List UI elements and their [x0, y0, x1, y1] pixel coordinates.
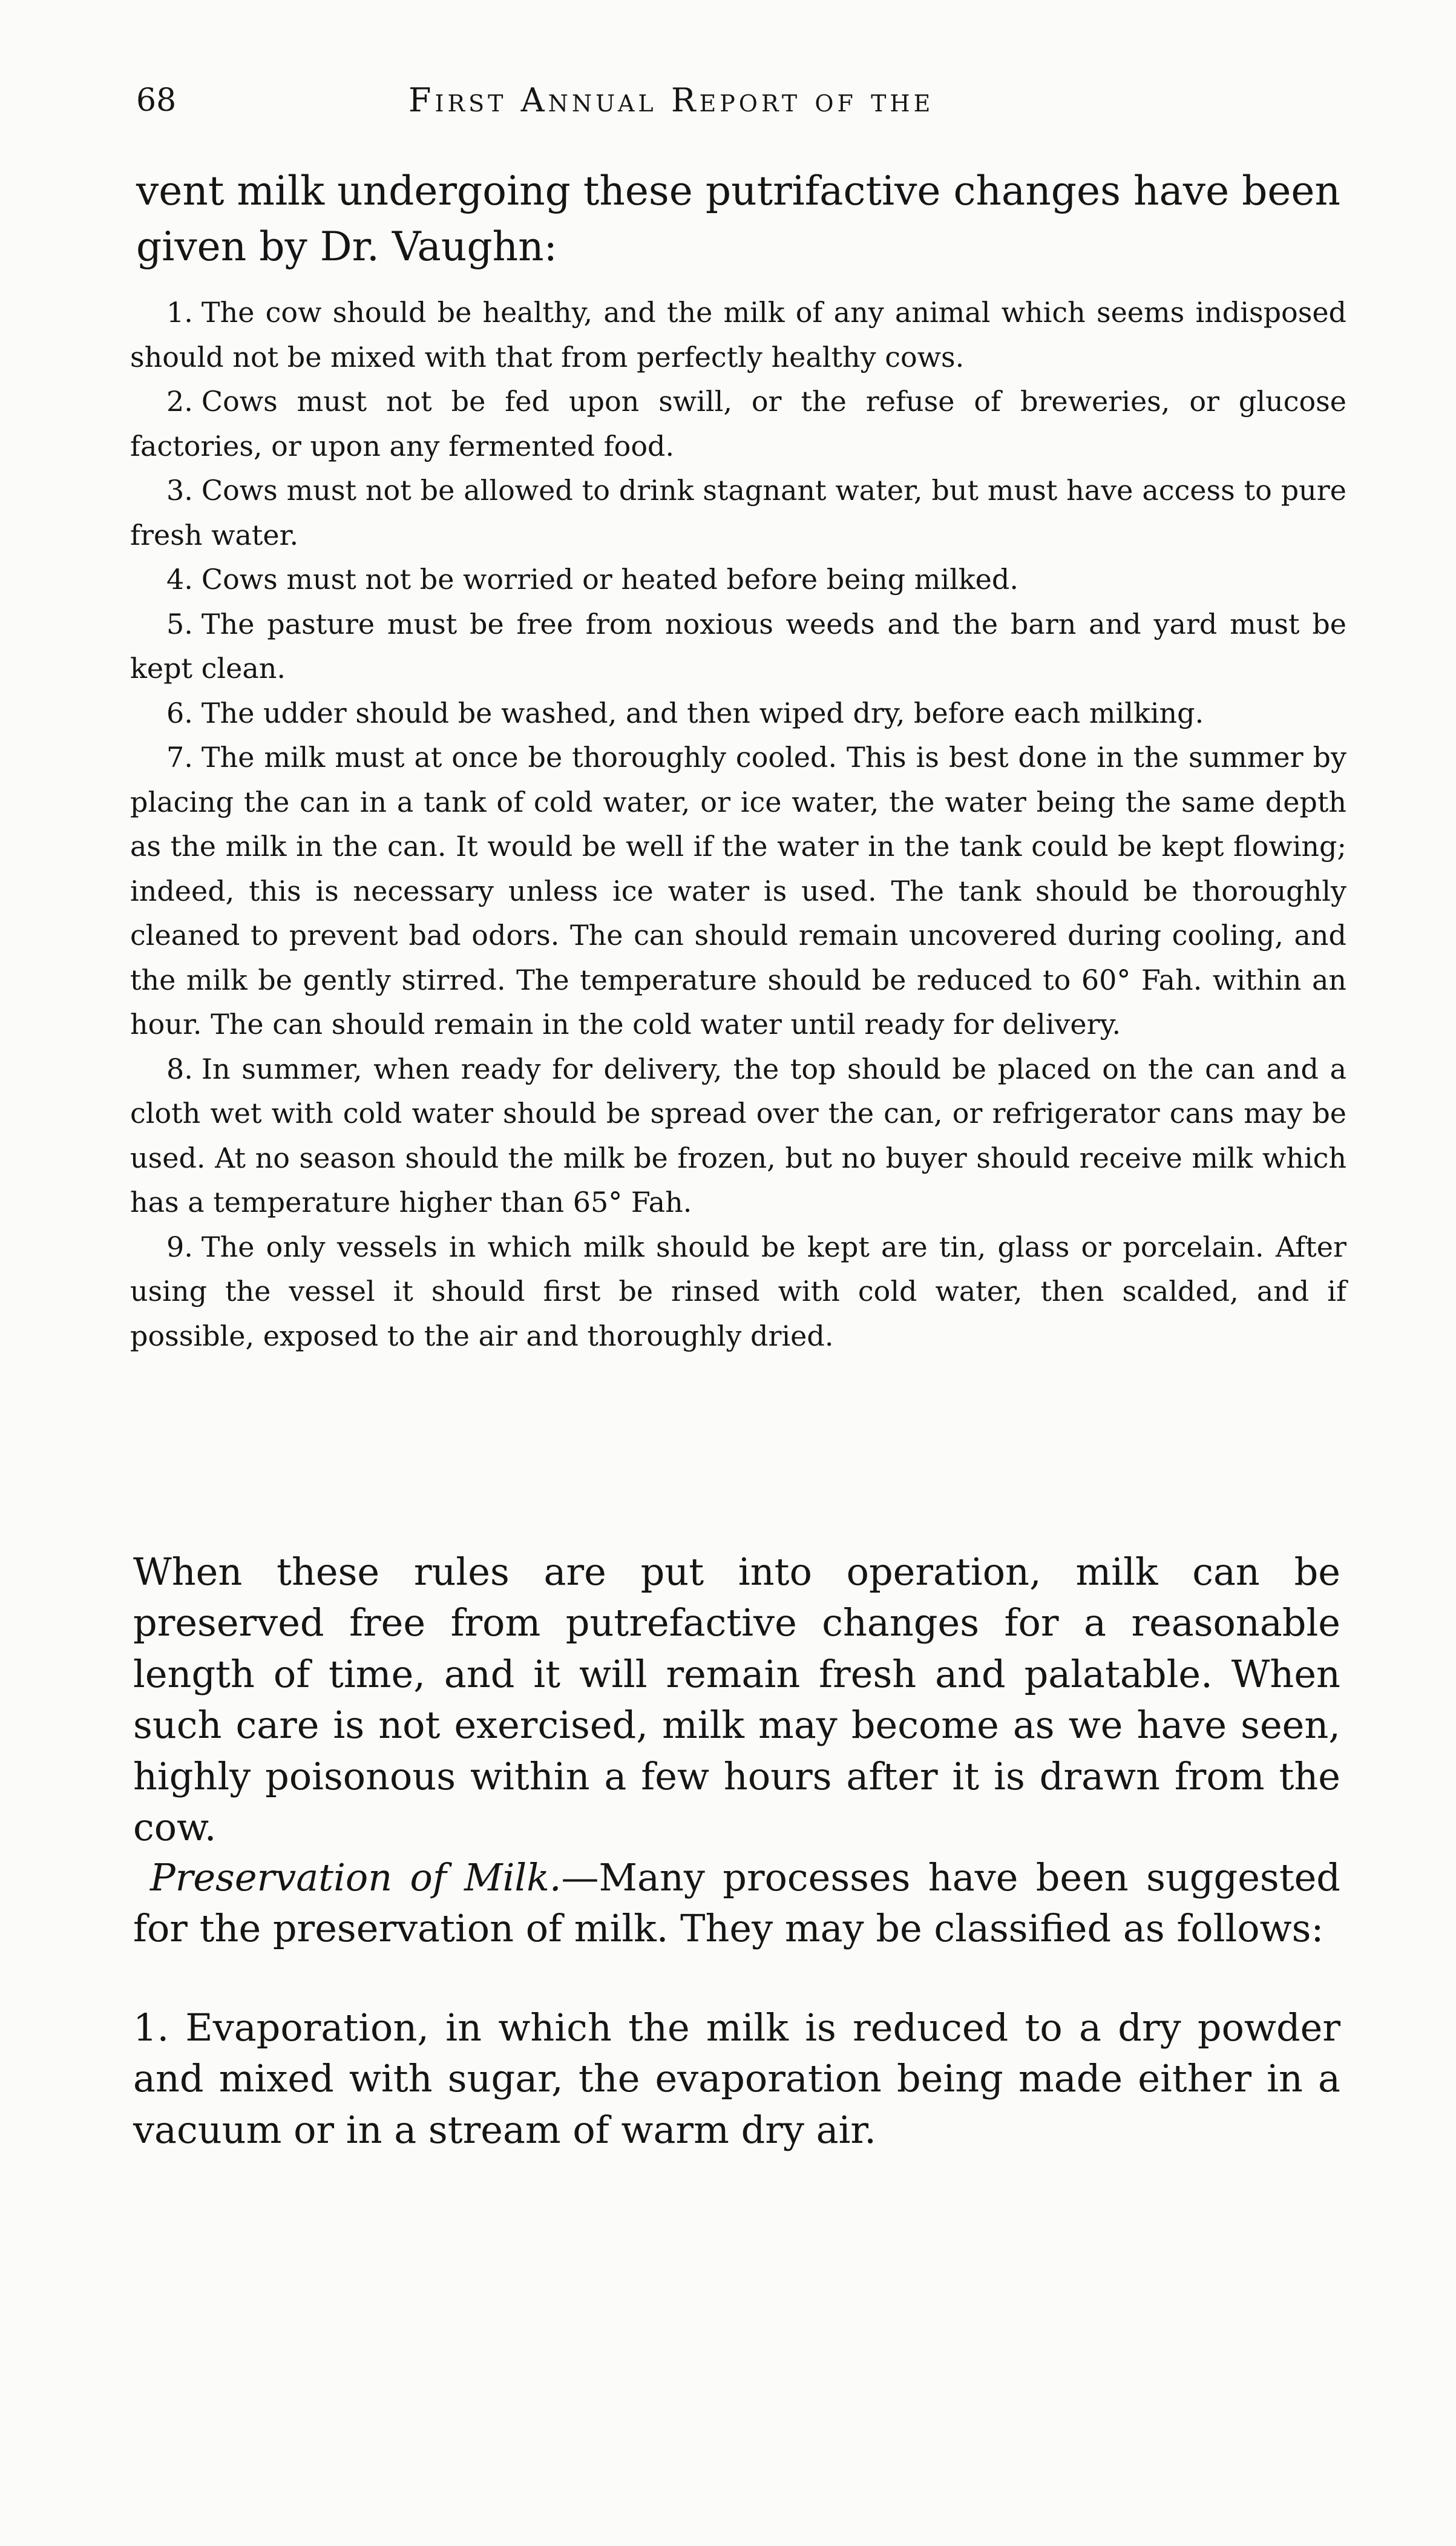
- body-paragraph-preservation: [133, 1852, 1340, 1955]
- rule-text: The only vessels in which milk should be kept are tin, glass or porcelain. After using the vessel it should first be rinsed with cold water, then scalded, and if possible, exposed to the air and thoroughly dried.: [130, 1230, 1346, 1352]
- rule-item: [130, 291, 1346, 380]
- rule-number: 2.: [166, 385, 193, 418]
- rule-number: 1.: [166, 296, 193, 329]
- rule-item: [130, 691, 1346, 736]
- running-header: [136, 76, 1298, 131]
- preservation-intro-text: —Many processes have been suggested for the preservation of milk. They may be classified as follows:: [133, 1855, 1340, 1951]
- running-title: First Annual Report of the: [408, 81, 934, 119]
- rule-item: [130, 1047, 1346, 1225]
- rules-list: [130, 291, 1346, 1358]
- rule-text: The udder should be washed, and then wiped dry, before each milking.: [201, 696, 1204, 729]
- rule-text: The pasture must be free from noxious weeds and the barn and yard must be kept clean.: [130, 607, 1346, 685]
- rule-number: 3.: [166, 474, 193, 507]
- rule-number: 6.: [166, 696, 193, 729]
- rule-text: Cows must not be allowed to drink stagnant water, but must have access to pure fresh water.: [130, 474, 1346, 551]
- rule-number: 5.: [166, 607, 193, 640]
- rule-item: [130, 602, 1346, 691]
- rule-number: 9.: [166, 1230, 193, 1263]
- body-paragraph-rules-effect: When these rules are put into operation, milk can be preserved free from putrefactive changes for a reasonable length of time, and it will remain fresh and palatable. When such care is not exercised, milk may become as we have seen, highly poisonous within a few hours after it is drawn from the cow.: [133, 1550, 1340, 1850]
- rule-item: [130, 380, 1346, 469]
- rule-number: 8.: [166, 1052, 193, 1085]
- rule-item: [130, 735, 1346, 1047]
- page-number: 68: [136, 82, 177, 119]
- rule-text: The cow should be healthy, and the milk of any animal which seems indisposed should not be mixed with that from perfectly healthy cows.: [130, 296, 1346, 373]
- rule-text: Cows must not be worried or heated before being milked.: [201, 563, 1018, 596]
- section-run-in-heading: Preservation of Milk.: [150, 1855, 562, 1900]
- rule-number: 7.: [166, 741, 193, 774]
- rule-text: The milk must at once be thoroughly cooled. This is best done in the summer by placing the can in a tank of cold water, or ice water, the water being the same depth as the milk in the can. It would be well if the water in the tank could be kept flowing; indeed, this is necessary unless ice water is used. The tank should be thoroughly cleaned to prevent bad odors. The can should remain uncovered during cooling, and the milk be gently stirred. The temperature should be reduced to 60° Fah. within an hour. The can should remain in the cold water until ready for delivery.: [130, 741, 1346, 1041]
- rule-item: [130, 469, 1346, 558]
- intro-paragraph: vent milk undergoing these putrifactive changes have been given by Dr. Vaughn:: [136, 168, 1340, 270]
- rule-item: [130, 1225, 1346, 1359]
- rule-text: In summer, when ready for delivery, the top should be placed on the can and a cloth wet with cold water should be spread over the can, or refrigerator cans may be used. At no season should the milk be frozen, but no buyer should receive milk which has a temperature higher than 65° Fah.: [130, 1052, 1346, 1219]
- body-paragraph-evaporation: 1. Evaporation, in which the milk is reduced to a dry powder and mixed with sugar, the evaporation being made either in a vacuum or in a stream of warm dry air.: [133, 2005, 1340, 2152]
- rule-number: 4.: [166, 563, 193, 596]
- rule-text: Cows must not be fed upon swill, or the refuse of breweries, or glucose factories, or upon any fermented food.: [130, 385, 1346, 462]
- rule-item: [130, 558, 1346, 602]
